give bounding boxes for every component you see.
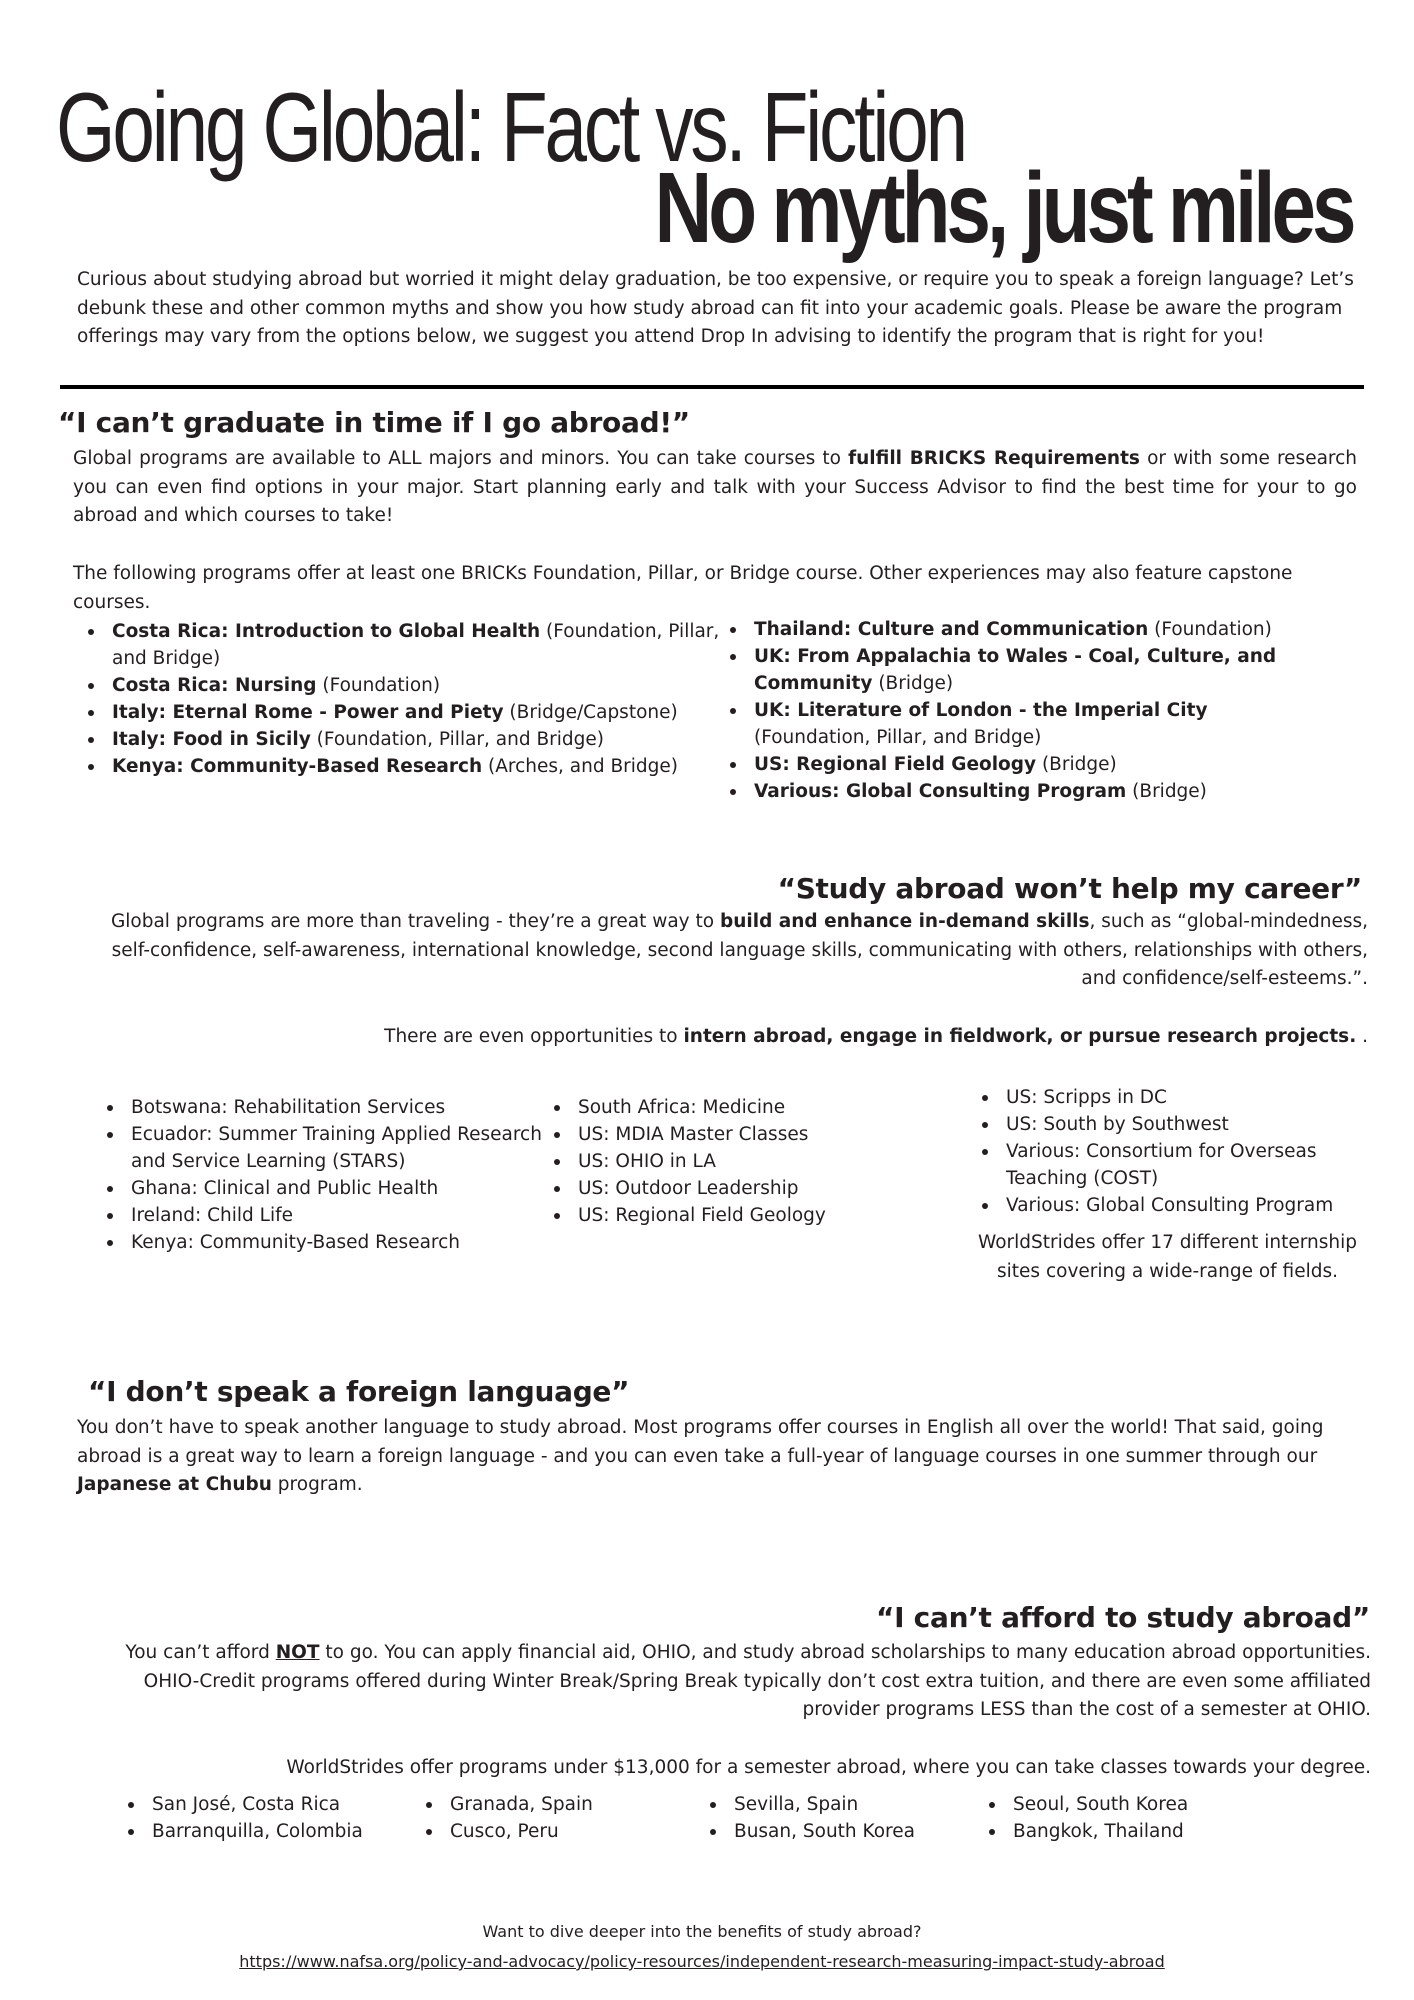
list-item: Granada, Spain — [424, 1791, 704, 1818]
afford-list-2 — [424, 1791, 704, 1845]
graduate-paragraph — [73, 445, 1357, 531]
list-item: US: Scripps in DC — [980, 1084, 1370, 1111]
list-item: Various: Global Consulting Program — [980, 1192, 1370, 1219]
list-item: Kenya: Community-Based Research — [105, 1229, 545, 1256]
text-segment: or with some research you can even find options in your major. Start planning early and talk with your Success Advisor to find the best time for your to go abroad and which courses to take! — [73, 448, 1358, 526]
heading-language: “I don’t speak a foreign language” — [88, 1375, 630, 1408]
text-segment: Global programs are more than traveling - they’re a great way to — [110, 911, 720, 932]
list-item — [86, 699, 726, 726]
list-item — [728, 697, 1328, 751]
afford-worldstrides: WorldStrides offer programs under $13,000 for a semester abroad, where you can take classes towards your degree. — [286, 1757, 1371, 1778]
text-segment: . — [1356, 1026, 1368, 1047]
list-item — [86, 726, 726, 753]
text-segment: (Bridge) — [1036, 754, 1117, 775]
bold-text: Italy: Food in Sicily — [112, 729, 311, 750]
bold-text: Kenya: Community-Based Research — [112, 756, 483, 777]
list-item: Seoul, South Korea — [987, 1791, 1287, 1818]
list-item: Ecuador: Summer Training Applied Research and Service Learning (STARS) — [105, 1121, 545, 1175]
list-item — [728, 616, 1328, 643]
bold-text: Japanese at Chubu — [77, 1474, 272, 1495]
footer-link[interactable]: https://www.nafsa.org/policy-and-advocacy/policy-resources/independent-research-measuring-impact-study-abroad — [239, 1952, 1165, 1971]
text-segment: (Foundation) — [1148, 619, 1272, 640]
list-item: Barranquilla, Colombia — [126, 1818, 416, 1845]
list-item: Botswana: Rehabilitation Services — [105, 1094, 545, 1121]
text-segment: , such as “global-mindedness, self-confidence, self-awareness, international knowledge, second language skills, communicating with others, relationships with others, and confidence/self-esteems.”. — [111, 911, 1368, 989]
text-segment: Curious about studying abroad but worried it might delay graduation, be too expensive, or require you to speak a foreign language? Let’s debunk these and other common myths and show you how study abroad can fit into your academic goals. Please be aware the program offerings may vary from the options below, we suggest you attend Drop In advising to identify the program that is right for you! — [77, 269, 1354, 347]
list-item: US: Regional Field Geology — [552, 1202, 952, 1229]
text-segment: (Bridge) — [1126, 781, 1207, 802]
bold-text: NOT — [275, 1642, 320, 1663]
list-item: US: MDIA Master Classes — [552, 1121, 952, 1148]
afford-paragraph — [90, 1639, 1371, 1725]
bold-text: UK: Literature of London - the Imperial City — [754, 700, 1208, 721]
page-subtitle: No myths, just miles — [654, 152, 1352, 264]
text-segment: to go. You can apply financial aid, OHIO, and study abroad scholarships to many education abroad opportunities. OHIO-Credit programs offered during Winter Break/Spring Break typically don’t cost extra tuition, and there are even some affiliated provider programs LESS than the cost of a semester at OHIO. — [143, 1642, 1371, 1720]
internship-note: WorldStrides offer 17 different internship sites covering a wide-range of fields. — [978, 1232, 1357, 1282]
list-item — [86, 753, 726, 780]
list-item — [728, 778, 1328, 805]
text-segment: The following programs offer at least one BRICKs Foundation, Pillar, or Bridge course. Other experiences may also feature capstone courses. — [73, 563, 1293, 613]
list-item: Ghana: Clinical and Public Health — [105, 1175, 545, 1202]
list-item: San José, Costa Rica — [126, 1791, 416, 1818]
list-item: Sevilla, Spain — [708, 1791, 988, 1818]
text-segment: (Foundation, Pillar, and Bridge) — [310, 729, 604, 750]
career-list-2 — [552, 1094, 952, 1229]
heading-graduate: “I can’t graduate in time if I go abroad!” — [58, 406, 690, 439]
footer-question: Want to dive deeper into the benefits of study abroad? — [482, 1922, 922, 1941]
list-item: Bangkok, Thailand — [987, 1818, 1287, 1845]
list-item: US: South by Southwest — [980, 1111, 1370, 1138]
bold-text: UK: From Appalachia to Wales - Coal, Culture, and Community — [754, 646, 1277, 694]
list-item — [86, 672, 726, 699]
bold-text: US: Regional Field Geology — [754, 754, 1037, 775]
bold-text: Costa Rica: Nursing — [112, 675, 317, 696]
graduate-programs-intro — [73, 560, 1363, 617]
heading-career: “Study abroad won’t help my career” — [777, 872, 1362, 905]
list-item — [86, 618, 726, 672]
text-segment: You don’t have to speak another language to study abroad. Most programs offer courses in English all over the world! That said, going abroad is a great way to learn a foreign language - and you can even take a full-year of language courses in one summer through our — [77, 1417, 1324, 1467]
bold-text: Italy: Eternal Rome - Power and Piety — [112, 702, 504, 723]
list-item: Various: Consortium for Overseas Teaching (COST) — [980, 1138, 1370, 1192]
list-item — [728, 751, 1328, 778]
heading-afford: “I can’t afford to study abroad” — [876, 1601, 1370, 1634]
bold-text: Costa Rica: Introduction to Global Health — [112, 621, 541, 642]
text-segment: (Foundation, Pillar, and Bridge) — [112, 621, 720, 669]
bold-text: Various: Global Consulting Program — [754, 781, 1127, 802]
career-list-3 — [980, 1084, 1370, 1219]
bold-text: fulfill BRICKS Requirements — [848, 448, 1140, 469]
list-item: US: OHIO in LA — [552, 1148, 952, 1175]
text-segment: You can’t afford — [125, 1642, 276, 1663]
list-item: Ireland: Child Life — [105, 1202, 545, 1229]
language-paragraph — [77, 1414, 1337, 1500]
bold-text: intern abroad, engage in fieldwork, or pursue research projects. — [683, 1026, 1357, 1047]
divider — [60, 385, 1364, 389]
career-opportunities — [88, 1023, 1368, 1052]
bold-text: build and enhance in-demand skills — [719, 911, 1090, 932]
bold-text: Thailand: Culture and Communication — [754, 619, 1149, 640]
career-list-1 — [105, 1094, 545, 1256]
text-segment: (Arches, and Bridge) — [482, 756, 678, 777]
list-item: South Africa: Medicine — [552, 1094, 952, 1121]
list-item: US: Outdoor Leadership — [552, 1175, 952, 1202]
text-segment: (Bridge) — [872, 673, 954, 694]
afford-list-4 — [987, 1791, 1287, 1845]
text-segment: Global programs are available to ALL majors and minors. You can take courses to — [73, 448, 849, 469]
list-item: Busan, South Korea — [708, 1818, 988, 1845]
text-segment: program. — [271, 1474, 363, 1495]
bricks-list-left — [86, 618, 726, 780]
text-segment: (Foundation, Pillar, and Bridge) — [754, 727, 1042, 748]
text-segment: (Bridge/Capstone) — [503, 702, 678, 723]
bricks-list-right — [728, 616, 1328, 805]
text-segment: There are even opportunities to — [384, 1026, 684, 1047]
list-item — [728, 643, 1328, 697]
list-item: Cusco, Peru — [424, 1818, 704, 1845]
text-segment: (Foundation) — [316, 675, 441, 696]
intro-paragraph — [77, 266, 1387, 352]
page-title: Going Global: Fact vs. Fiction — [56, 72, 966, 182]
career-paragraph — [88, 908, 1368, 994]
afford-list-3 — [708, 1791, 988, 1845]
afford-list-1 — [126, 1791, 416, 1845]
